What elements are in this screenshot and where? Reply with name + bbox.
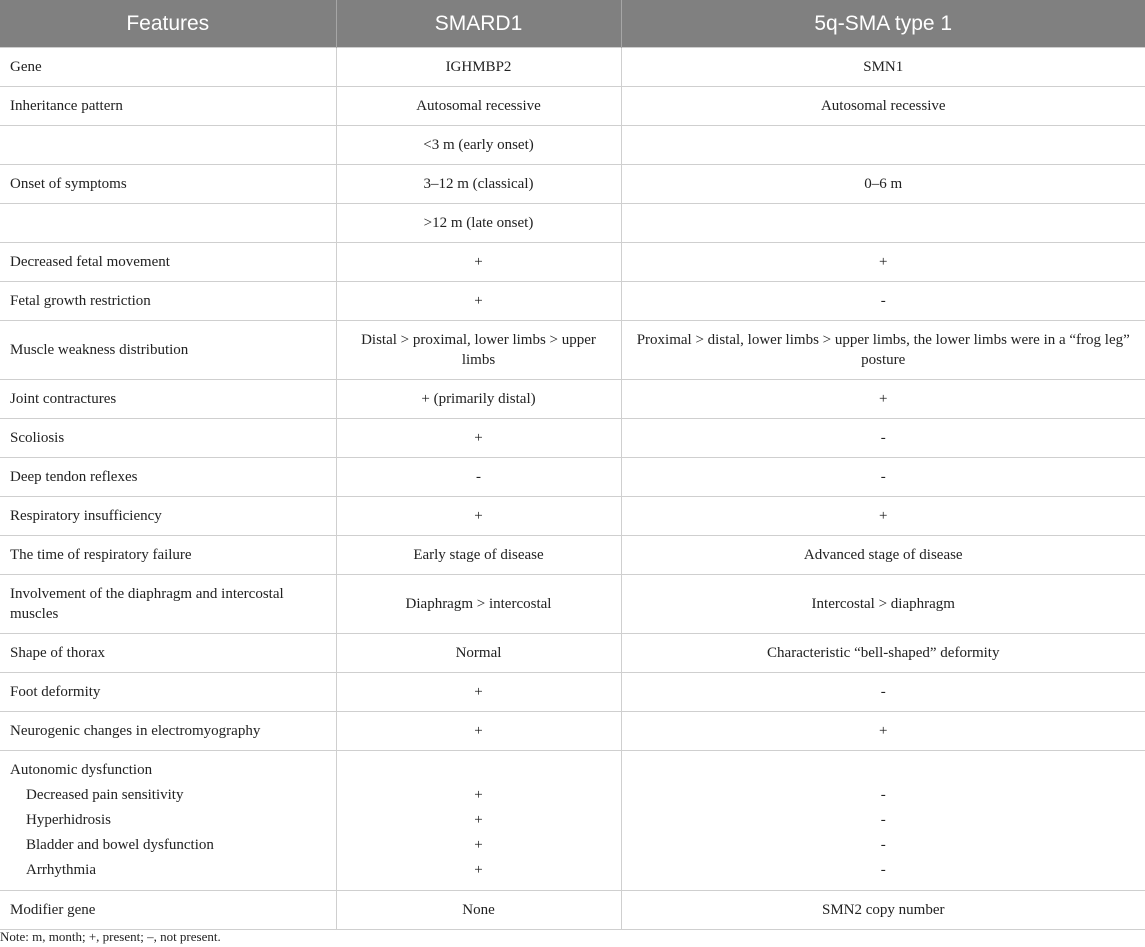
table-row bbox=[0, 282, 1145, 321]
feature-cell: Fetal growth restriction bbox=[0, 282, 336, 321]
smard1-cell: + bbox=[336, 712, 621, 751]
table-row bbox=[0, 48, 1145, 87]
sma1-value: - bbox=[880, 837, 886, 853]
table-row bbox=[0, 536, 1145, 575]
smard1-cell: Autosomal recessive bbox=[336, 87, 621, 126]
feature-cell: Foot deformity bbox=[0, 673, 336, 712]
feature-cell: Shape of thorax bbox=[0, 634, 336, 673]
sma1-cell: - bbox=[621, 458, 1145, 497]
smard1-cell: + bbox=[336, 673, 621, 712]
table-row bbox=[0, 575, 1145, 634]
sma1-value: - bbox=[880, 787, 886, 803]
sma1-cell: - bbox=[621, 673, 1145, 712]
autonomic-sub-feature: Arrhythmia bbox=[26, 862, 96, 878]
sma1-cell: + bbox=[621, 243, 1145, 282]
feature-cell: Involvement of the diaphragm and intercostal muscles bbox=[0, 575, 336, 634]
feature-cell: Joint contractures bbox=[0, 380, 336, 419]
smard1-cell: Diaphragm > intercostal bbox=[336, 575, 621, 634]
feature-cell: Inheritance pattern bbox=[0, 87, 336, 126]
smard1-cell: >12 m (late onset) bbox=[336, 204, 621, 243]
sma1-cell: - bbox=[621, 419, 1145, 458]
sma1-cell: SMN1 bbox=[621, 48, 1145, 87]
header-smard1: SMARD1 bbox=[336, 0, 621, 48]
smard1-value: + bbox=[474, 837, 483, 853]
smard1-cell: IGHMBP2 bbox=[336, 48, 621, 87]
smard1-cell: + bbox=[336, 282, 621, 321]
feature-cell: Gene bbox=[0, 48, 336, 87]
smard1-cell: 3–12 m (classical) bbox=[336, 165, 621, 204]
autonomic-sub-feature: Hyperhidrosis bbox=[26, 812, 111, 828]
table-row bbox=[0, 634, 1145, 673]
smard1-value: + bbox=[474, 862, 483, 878]
smard1-cell: Early stage of disease bbox=[336, 536, 621, 575]
smard1-cell: + bbox=[336, 243, 621, 282]
feature-cell: Muscle weakness distribution bbox=[0, 321, 336, 380]
sma1-cell bbox=[621, 126, 1145, 165]
feature-cell: Decreased fetal movement bbox=[0, 243, 336, 282]
sma1-cell: - bbox=[621, 282, 1145, 321]
autonomic-sub-feature: Bladder and bowel dysfunction bbox=[26, 837, 214, 853]
feature-cell: Modifier gene bbox=[0, 891, 336, 930]
table-row bbox=[0, 673, 1145, 712]
feature-cell: Neurogenic changes in electromyography bbox=[0, 712, 336, 751]
header-sma-type1: 5q-SMA type 1 bbox=[621, 0, 1145, 48]
sma1-value: - bbox=[880, 862, 886, 878]
autonomic-feature-cell bbox=[0, 751, 336, 891]
smard1-value: + bbox=[474, 812, 483, 828]
table-row bbox=[0, 243, 1145, 282]
smard1-cell: + bbox=[336, 419, 621, 458]
table-row bbox=[0, 497, 1145, 536]
autonomic-sma1-cell bbox=[621, 751, 1145, 891]
sma1-value: - bbox=[880, 812, 886, 828]
smard1-cell: None bbox=[336, 891, 621, 930]
feature-cell: Respiratory insufficiency bbox=[0, 497, 336, 536]
header-row bbox=[0, 0, 1145, 48]
autonomic-row bbox=[0, 751, 1145, 891]
sma1-cell: Characteristic “bell-shaped” deformity bbox=[621, 634, 1145, 673]
table-row bbox=[0, 891, 1145, 930]
feature-cell bbox=[0, 126, 336, 165]
sma1-cell: + bbox=[621, 497, 1145, 536]
smard1-value: + bbox=[474, 787, 483, 803]
feature-cell: The time of respiratory failure bbox=[0, 536, 336, 575]
table-row bbox=[0, 165, 1145, 204]
table-row bbox=[0, 87, 1145, 126]
feature-cell bbox=[0, 204, 336, 243]
feature-cell: Onset of symptoms bbox=[0, 165, 336, 204]
smard1-cell: + bbox=[336, 497, 621, 536]
table-row bbox=[0, 419, 1145, 458]
sma1-cell: Proximal > distal, lower limbs > upper limbs, the lower limbs were in a “frog leg” posture bbox=[621, 321, 1145, 380]
table-row bbox=[0, 458, 1145, 497]
header-features: Features bbox=[0, 0, 336, 48]
feature-cell: Scoliosis bbox=[0, 419, 336, 458]
table-row bbox=[0, 380, 1145, 419]
smard1-cell: <3 m (early onset) bbox=[336, 126, 621, 165]
sma1-cell: Advanced stage of disease bbox=[621, 536, 1145, 575]
autonomic-smard1-cell bbox=[336, 751, 621, 891]
table-row bbox=[0, 712, 1145, 751]
table-row bbox=[0, 204, 1145, 243]
table-row bbox=[0, 126, 1145, 165]
smard1-cell: Normal bbox=[336, 634, 621, 673]
feature-cell: Deep tendon reflexes bbox=[0, 458, 336, 497]
sma1-cell bbox=[621, 204, 1145, 243]
sma1-cell: Intercostal > diaphragm bbox=[621, 575, 1145, 634]
sma1-cell: 0–6 m bbox=[621, 165, 1145, 204]
table-row bbox=[0, 321, 1145, 380]
sma1-cell: Autosomal recessive bbox=[621, 87, 1145, 126]
smard1-cell: - bbox=[336, 458, 621, 497]
table-footnote: Note: m, month; +, present; –, not present. bbox=[0, 929, 221, 944]
sma1-cell: SMN2 copy number bbox=[621, 891, 1145, 930]
sma1-cell: + bbox=[621, 380, 1145, 419]
autonomic-heading: Autonomic dysfunction bbox=[10, 762, 153, 778]
autonomic-sub-feature: Decreased pain sensitivity bbox=[26, 787, 184, 803]
sma1-cell: + bbox=[621, 712, 1145, 751]
smard1-cell: + (primarily distal) bbox=[336, 380, 621, 419]
smard1-cell: Distal > proximal, lower limbs > upper limbs bbox=[336, 321, 621, 380]
